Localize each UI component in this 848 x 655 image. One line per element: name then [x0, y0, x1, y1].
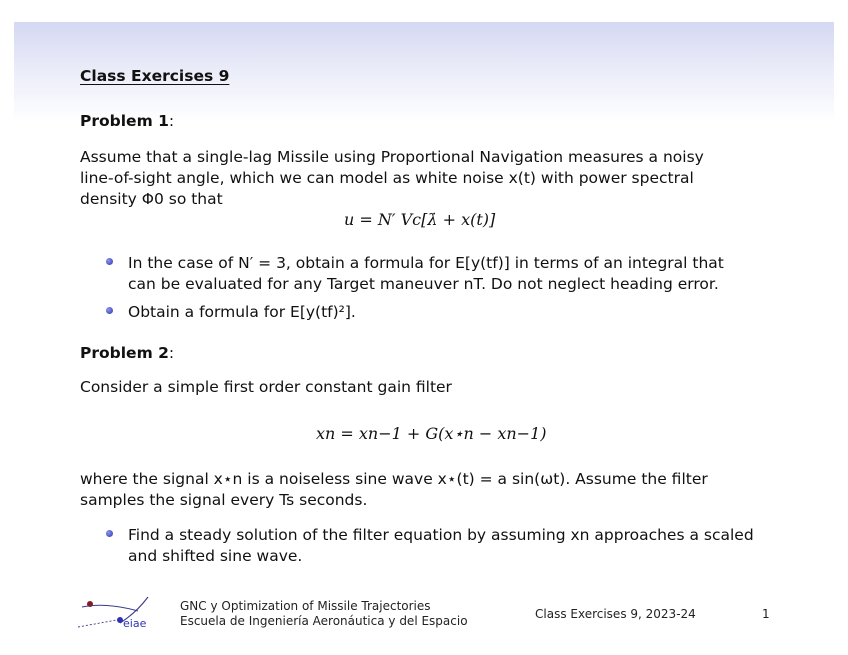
problem2-heading-line	[80, 343, 174, 364]
problem2-intro: Consider a simple first order constant gain filter	[80, 378, 452, 396]
bullet-marker	[106, 530, 113, 537]
problem2-equation: xn = xn−1 + G(x⋆n − xn−1)	[316, 424, 547, 443]
problem1-bullet1-line2: can be evaluated for any Target maneuver nT. Do not neglect heading error.	[128, 275, 719, 293]
problem1-intro-line3: density Φ0 so that	[80, 190, 223, 208]
problem1-bullet1-line1: In the case of N′ = 3, obtain a formula for E[y(tf)] in terms of an integral that	[128, 254, 724, 272]
problem1-equation: u = N′ Vc[λ̇ + x(t)]	[344, 210, 496, 229]
svg-text:eiae: eiae	[123, 617, 147, 630]
problem2-after-line1: where the signal x⋆n is a noiseless sine wave x⋆(t) = a sin(ωt). Assume the filter	[80, 470, 708, 488]
problem2-bullet1-line1: Find a steady solution of the filter equation by assuming xn approaches a scaled	[128, 526, 754, 544]
footer-course-line2: Escuela de Ingeniería Aeronáutica y del Espacio	[180, 614, 468, 628]
problem2-bullet1-line2: and shifted sine wave.	[128, 547, 303, 565]
bullet-marker	[106, 258, 113, 265]
eiae-logo	[76, 593, 156, 641]
footer-course-line1: GNC y Optimization of Missile Trajectories	[180, 599, 431, 613]
bullet-marker	[106, 307, 113, 314]
problem1-bullet2-line1: Obtain a formula for E[y(tf)²].	[128, 303, 356, 321]
page-number: 1	[762, 607, 770, 621]
problem1-intro-line2: line-of-sight angle, which we can model as white noise x(t) with power spectral	[80, 169, 694, 187]
problem1-heading-line	[80, 111, 174, 132]
problem2-colon: :	[168, 344, 175, 362]
problem2-after-line2: samples the signal every Ts seconds.	[80, 491, 368, 509]
problem1-colon: :	[168, 112, 175, 130]
footer-session: Class Exercises 9, 2023-24	[535, 607, 696, 621]
problem1-intro-line1: Assume that a single-lag Missile using Proportional Navigation measures a noisy	[80, 148, 704, 166]
eiae-logo-icon	[76, 593, 156, 637]
problem1-heading: Problem 1	[80, 112, 169, 130]
problem2-heading: Problem 2	[80, 344, 169, 362]
frame-title: Class Exercises 9	[80, 67, 230, 85]
